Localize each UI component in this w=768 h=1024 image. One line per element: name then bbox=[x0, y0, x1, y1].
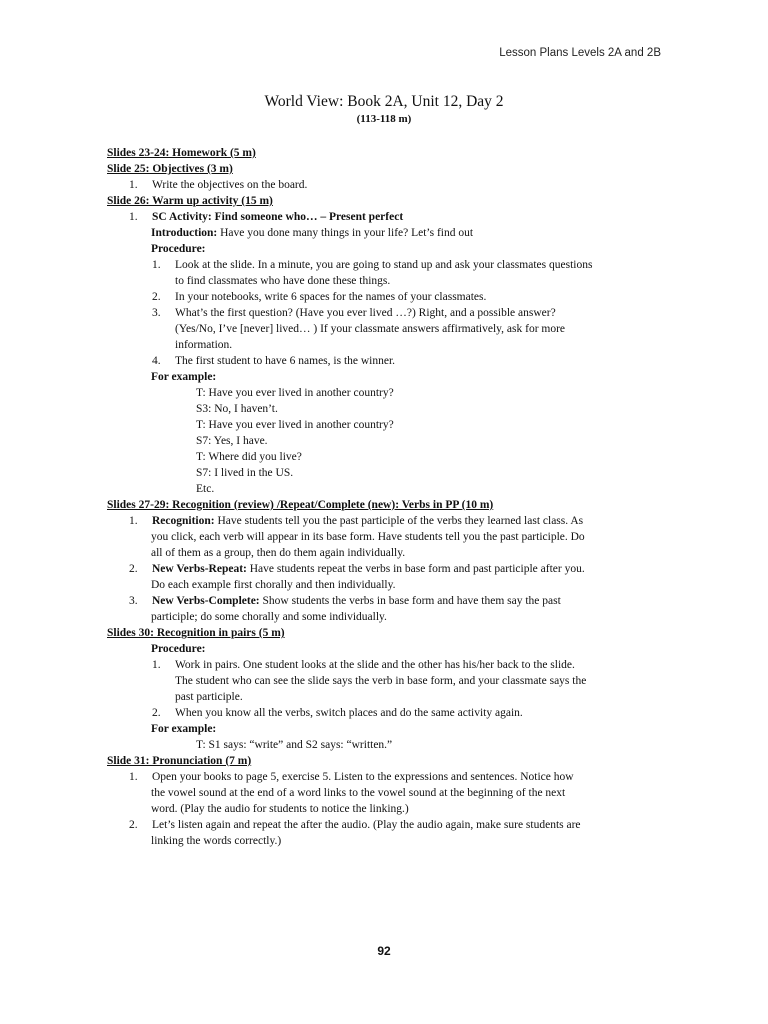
running-header: Lesson Plans Levels 2A and 2B bbox=[499, 47, 661, 59]
list-item: 4. The first student to have 6 names, is the winner. bbox=[152, 355, 396, 367]
list-item-continuation: past participle. bbox=[175, 691, 243, 703]
list-item-continuation: information. bbox=[175, 339, 233, 351]
section-heading-verbs-pp: Slides 27-29: Recognition (review) /Repeat/Complete (new): Verbs in PP (10 m) bbox=[107, 499, 494, 511]
dialogue-line: T: S1 says: “write” and S2 says: “written.” bbox=[196, 739, 393, 751]
list-item: 1. Look at the slide. In a minute, you are going to stand up and ask your classmates questions bbox=[152, 259, 593, 271]
dialogue-line: T: Where did you live? bbox=[196, 451, 302, 463]
for-example-label: For example: bbox=[151, 723, 217, 735]
page-number: 92 bbox=[377, 944, 391, 958]
section-heading-recognition-pairs: Slides 30: Recognition in pairs (5 m) bbox=[107, 627, 285, 639]
section-heading-pronunciation: Slide 31: Pronunciation (7 m) bbox=[107, 755, 252, 767]
list-item: 1. Open your books to page 5, exercise 5. Listen to the expressions and sentences. Notice how bbox=[129, 771, 574, 783]
introduction-line: Introduction: Have you done many things in your life? Let’s find out bbox=[151, 227, 474, 239]
for-example-label: For example: bbox=[151, 371, 217, 383]
list-item-continuation: The student who can see the slide says the verb in base form, and your classmate says the bbox=[175, 675, 587, 687]
list-item: 1. SC Activity: Find someone who… – Present perfect bbox=[129, 211, 404, 223]
list-item-continuation: linking the words correctly.) bbox=[151, 835, 282, 847]
list-item: 1. Work in pairs. One student looks at the slide and the other has his/her back to the slide. bbox=[152, 659, 575, 671]
dialogue-line: T: Have you ever lived in another country? bbox=[196, 419, 394, 431]
dialogue-line: S7: I lived in the US. bbox=[196, 467, 294, 479]
list-item-continuation: all of them as a group, then do them again individually. bbox=[151, 547, 406, 559]
dialogue-line: Etc. bbox=[196, 483, 215, 495]
list-item: 2. In your notebooks, write 6 spaces for the names of your classmates. bbox=[152, 291, 487, 303]
lesson-content bbox=[107, 145, 663, 849]
list-item: 1. Write the objectives on the board. bbox=[129, 179, 308, 191]
dialogue-line: T: Have you ever lived in another country? bbox=[196, 387, 394, 399]
page-title: World View: Book 2A, Unit 12, Day 2 bbox=[264, 93, 504, 110]
list-item-continuation: the vowel sound at the end of a word links to the vowel sound at the beginning of the next bbox=[151, 787, 566, 799]
section-heading-homework: Slides 23-24: Homework (5 m) bbox=[107, 147, 256, 159]
section-heading-objectives: Slide 25: Objectives (3 m) bbox=[107, 163, 233, 175]
list-item-continuation: to find classmates who have done these things. bbox=[175, 275, 391, 287]
list-item-continuation: you click, each verb will appear in its base form. Have students tell you the past participle. Do bbox=[151, 531, 585, 543]
dialogue-line: S3: No, I haven’t. bbox=[196, 403, 278, 415]
list-item: 1. Recognition: Have students tell you the past participle of the verbs they learned last class. As bbox=[129, 515, 584, 527]
list-item-continuation: word. (Play the audio for students to notice the linking.) bbox=[151, 803, 409, 815]
list-item: 2. Let’s listen again and repeat the after the audio. (Play the audio again, make sure students are bbox=[129, 819, 581, 831]
list-item: 2. When you know all the verbs, switch places and do the same activity again. bbox=[152, 707, 523, 719]
list-item-continuation: participle; do some chorally and some individually. bbox=[151, 611, 387, 623]
procedure-label: Procedure: bbox=[151, 643, 206, 655]
list-item: 3. What’s the first question? (Have you ever lived …?) Right, and a possible answer? bbox=[152, 307, 556, 319]
dialogue-line: S7: Yes, I have. bbox=[196, 435, 268, 447]
list-item: 3. New Verbs-Complete: Show students the verbs in base form and have them say the past bbox=[129, 595, 561, 607]
section-heading-warm-up: Slide 26: Warm up activity (15 m) bbox=[107, 195, 273, 207]
list-item: 2. New Verbs-Repeat: Have students repeat the verbs in base form and past participle after you. bbox=[129, 563, 585, 575]
procedure-label: Procedure: bbox=[151, 243, 206, 255]
list-item-continuation: (Yes/No, I’ve [never] lived… ) If your classmate answers affirmatively, ask for more bbox=[175, 323, 566, 335]
list-item-continuation: Do each example first chorally and then individually. bbox=[151, 579, 396, 591]
page-subtitle: (113-118 m) bbox=[356, 113, 412, 125]
